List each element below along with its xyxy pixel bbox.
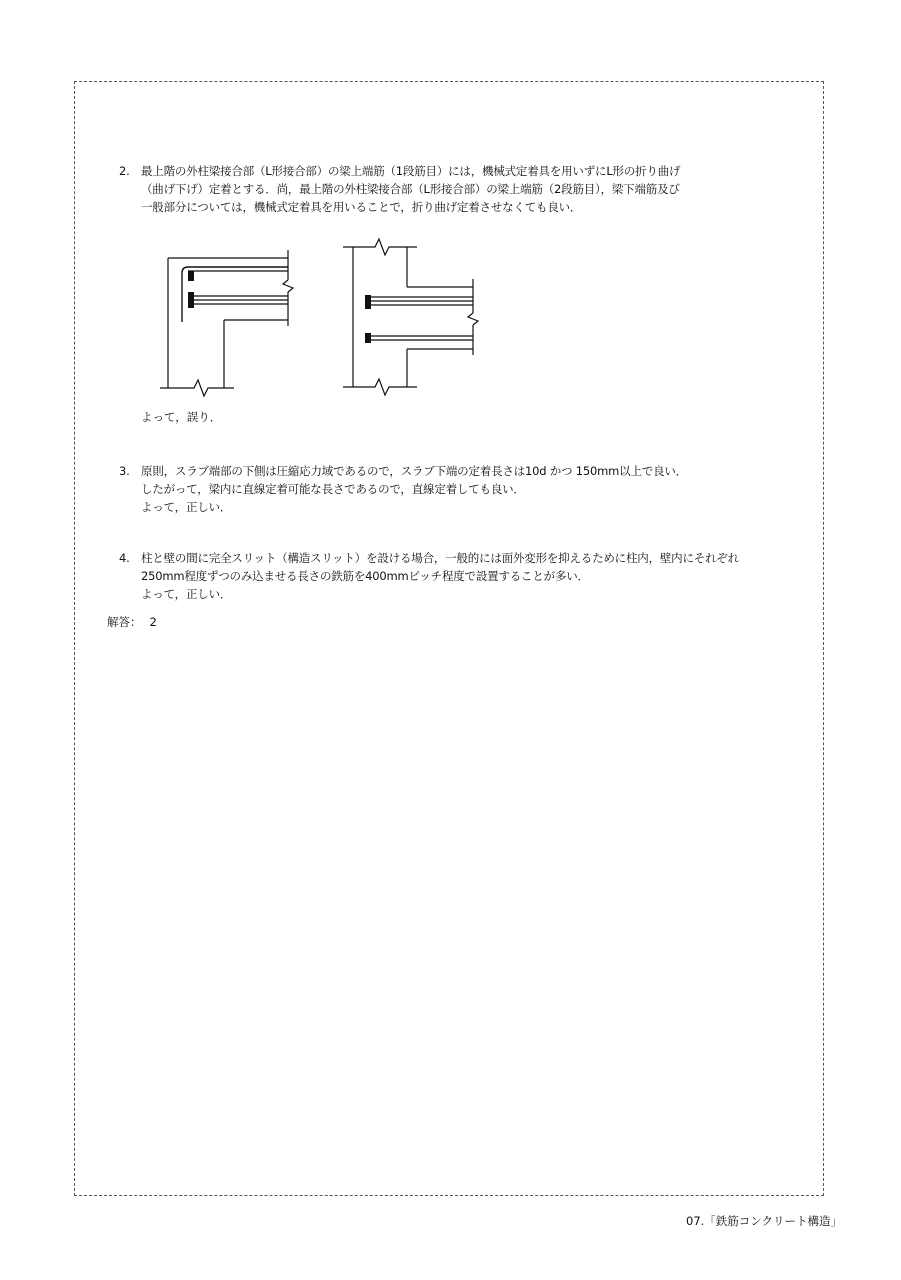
item-2-line-1: 最上階の外柱梁接合部（L形接合部）の梁上端筋（1段筋目）には，機械式定着具を用いずにL形の折り曲げ — [141, 164, 681, 178]
item-2-number: 2. — [119, 164, 130, 178]
item-3-line-3: よって，正しい． — [141, 500, 232, 514]
item-3-line-1: 原則，スラブ端部の下側は圧縮応力域であるので，スラブ下端の定着長さは10d かつ 150mm以上で良い． — [141, 464, 687, 478]
l-joint-diagram — [150, 240, 310, 400]
item-4-line-1: 柱と壁の間に完全スリット（構造スリット）を設ける場合，一般的には面外変形を抑えるために柱内，壁内にそれぞれ — [141, 551, 739, 565]
answer — [107, 614, 165, 630]
general-joint-diagram — [335, 235, 485, 405]
item-4-number: 4. — [119, 551, 130, 565]
item-2-conclusion: よって，誤り． — [141, 410, 222, 424]
item-4-line-2: 250mm程度ずつのみ込ませる長さの鉄筋を400mmピッチ程度で設置することが多い． — [141, 569, 589, 583]
item-3-line-2: したがって，梁内に直線定着可能な長さであるので，直線定着しても良い． — [141, 482, 525, 496]
answer-label: 解答： — [107, 615, 142, 629]
item-2-line-2: （曲げ下げ）定着とする．尚，最上階の外柱梁接合部（L形接合部）の梁上端筋（2段筋目），梁下端筋及び — [141, 182, 680, 196]
chapter-footer: 07.「鉄筋コンクリート構造」 — [686, 1214, 843, 1228]
item-2-line-3: 一般部分については，機械式定着具を用いることで，折り曲げ定着させなくても良い． — [141, 200, 582, 214]
answer-value: 2 — [149, 615, 157, 629]
item-3-number: 3. — [119, 464, 130, 478]
item-4-line-3: よって，正しい． — [141, 587, 232, 601]
